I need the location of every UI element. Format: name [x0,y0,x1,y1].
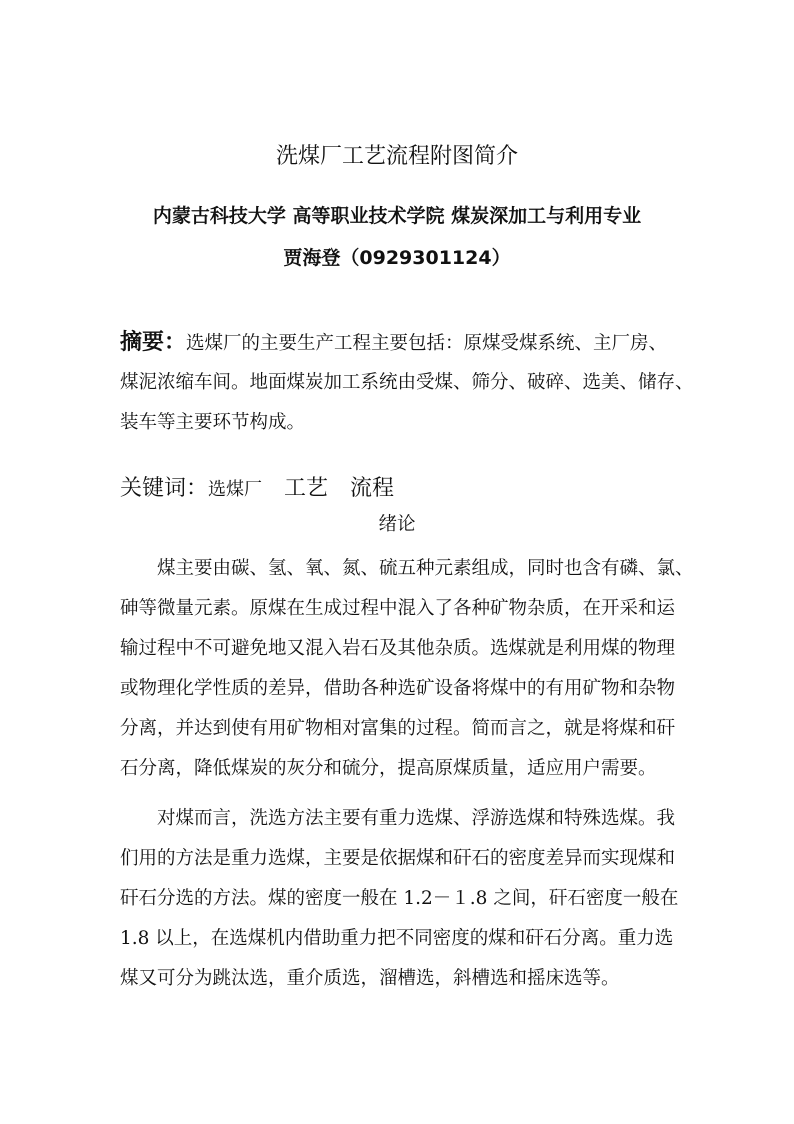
document-title: 洗煤厂工艺流程附图简介 [275,144,518,169]
paragraph-1-line-4: 或物理化学性质的差异，借助各种选矿设备将煤中的有用矿物和杂物 [120,678,676,699]
abstract-label: 摘要： [120,330,187,355]
abstract-line-1 [120,330,667,357]
affiliation: 内蒙古科技大学 高等职业技术学院 煤炭深加工与利用专业 [152,205,642,227]
paragraph-2-line-2: 们用的方法是重力选煤，主要是依据煤和矸石的密度差异而实现煤和 [120,848,676,869]
abstract-line-2: 煤泥浓缩车间。地面煤炭加工系统由受煤、筛分、破碎、选美、储存、 [120,372,694,393]
paragraph-1-line-2: 砷等微量元素。原煤在生成过程中混入了各种矿物杂质，在开采和运 [120,598,676,619]
abstract-line-3: 装车等主要环节构成。 [120,412,306,433]
paragraph-1-line-3: 输过程中不可避免地又混入岩石及其他杂质。选煤就是利用煤的物理 [120,638,676,659]
paragraph-1-line-5: 分离，并达到使有用矿物相对富集的过程。简而言之，就是将煤和矸 [120,718,676,739]
paragraph-1-line-1: 煤主要由碳、氢、氧、氮、硫五种元素组成，同时也含有磷、氯、 [157,558,694,579]
paragraph-2-line-4: 1.8 以上，在选煤机内借助重力把不同密度的煤和矸石分离。重力选 [120,928,674,949]
paragraph-2-line-5: 煤又可分为跳汰选，重介质选，溜槽选，斜槽选和摇床选等。 [120,968,620,989]
paragraph-2-line-1: 对煤而言，洗选方法主要有重力选煤、浮游选煤和特殊选煤。我 [157,808,676,829]
keywords-label: 关键词： [120,476,209,501]
author: 贾海登（0929301124） [283,247,511,269]
keyword-item: 选煤厂 [208,479,263,500]
abstract-text: 选煤厂的主要生产工程主要包括：原煤受煤系统、主厂房、 [186,333,668,354]
paragraph-1-line-6: 石分离，降低煤炭的灰分和硫分，提高原煤质量，适应用户需要。 [120,758,657,779]
section-title: 绪论 [378,514,416,535]
keyword-item: 流程 [350,476,395,501]
keywords [120,474,394,505]
keyword-item: 工艺 [284,476,329,501]
paragraph-2-line-3: 矸石分选的方法。煤的密度一般在 1.2－１.8 之间，矸石密度一般在 [120,888,679,909]
